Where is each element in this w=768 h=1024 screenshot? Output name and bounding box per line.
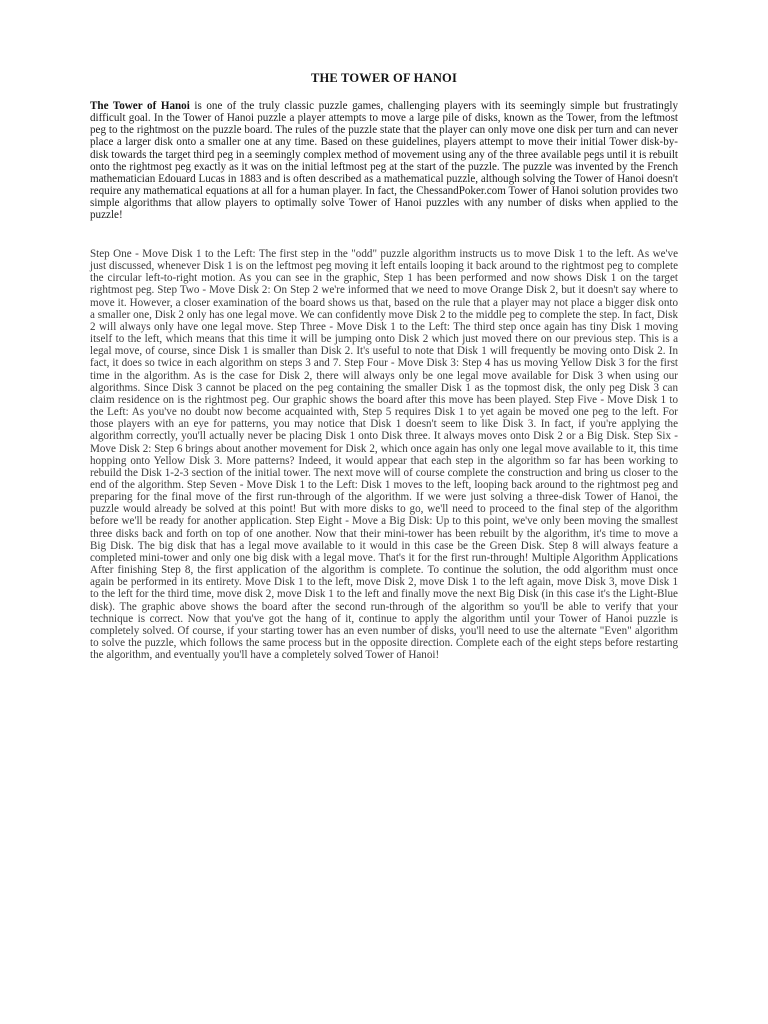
steps-paragraph: Step One - Move Disk 1 to the Left: The first step in the "odd" puzzle algorithm instructs us to move Disk 1 to the left. As we've just discussed, whenever Disk 1 is on the leftmost peg moving it left entails looping it back around to the rightmost peg to complete the circular left-to-right motion. As you can see in the graphic, Step 1 has been performed and now shows Disk 1 on the target rightmost peg. Step Two - Move Disk 2: On Step 2 we're informed that we need to move Orange Disk 2, but it doesn't say where to move it. However, a closer examination of the board shows us that, based on the rule that a player may not place a bigger disk onto a smaller one, Disk 2 only has one legal move. We can confidently move Disk 2 to the middle peg to complete the step. In fact, Disk 2 will always only have one legal move. Step Three - Move Disk 1 to the Left: The third step once again has tiny Disk 1 moving itself to the left, which means that this time it will be jumping onto Disk 2 which just moved there on our previous step. This is a legal move, of course, since Disk 1 is smaller than Disk 2. It's useful to note that Disk 1 will frequently be moving onto Disk 2. In fact, it does so twice in each algorithm on steps 3 and 7. Step Four - Move Disk 3: Step 4 has us moving Yellow Disk 3 for the first time in the algorithm. As is the case for Disk 2, there will always only be one legal move available for Disk 3 when using our algorithms. Since Disk 3 cannot be placed on the peg containing the smaller Disk 1 as the topmost disk, the only peg Disk 3 can claim residence on is the rightmost peg. Our graphic shows the board after this move has been played. Step Five - Move Disk 1 to the Left: As you've no doubt now become acquainted with, Step 5 requires Disk 1 to yet again be moved one peg to the left. For those players with an eye for patterns, you may notice that Disk 1 doesn't seem to like Disk 3. In fact, if you're applying the algorithm correctly, you'll actually never be placing Disk 1 onto Disk three. It always moves onto Disk 2 or a Big Disk. Step Six - Move Disk 2: Step 6 brings about another movement for Disk 2, which once again has only one legal move available to it, this time hopping onto Yellow Disk 3. More patterns? Indeed, it would appear that each step in the algorithm so far has been working to rebuild the Disk 1-2-3 section of the initial tower. The next move will of course complete the construction and bring us closer to the end of the algorithm. Step Seven - Move Disk 1 to the Left: Disk 1 moves to the left, looping back around to the rightmost peg and preparing for the final move of the first run-through of the algorithm. If we were just solving a three-disk Tower of Hanoi, the puzzle would already be solved at this point! But with more disks to go, we'll need to proceed to the final step of the algorithm before we'll be ready for another application. Step Eight - Move a Big Disk: Up to this point, we've only been moving the smallest three disks back and forth on top of one another. Now that their mini-tower has been rebuilt by the algorithm, it's time to move a Big Disk. The big disk that has a legal move available to it would in this case be the Green Disk. Step 8 will always feature a completed mini-tower and only one big disk with a legal move. That's it for the first run-through! Multiple Algorithm Applications After finishing Step 8, the first application of the algorithm is complete. To continue the solution, the odd algorithm must once again be performed in its entirety. Move Disk 1 to the left, move Disk 2, move Disk 1 to the left again, move Disk 3, move Disk 1 to the left for the third time, move disk 2, move Disk 1 to the left and finally move the next Big Disk (in this case it's the Light-Blue disk). The graphic above shows the board after the second run-through of the algorithm so you'll be able to verify that your technique is correct. Now that you've got the hang of it, continue to apply the algorithm until your Tower of Hanoi puzzle is completely solved. Of course, if your starting tower has an even number of disks, you'll need to use the alternate "Even" algorithm to solve the puzzle, which follows the same process but in the opposite direction. Complete each of the eight steps before restarting the algorithm, and eventually you'll have a completely solved Tower of Hanoi! xyxy=(90,248,678,662)
intro-paragraph xyxy=(90,100,678,222)
document-title: THE TOWER OF HANOI xyxy=(310,71,458,85)
intro-body-text: is one of the truly classic puzzle games, challenging players with its seemingly simple but frustratingly difficult goal. In the Tower of Hanoi puzzle a player attempts to move a large pile of disks, known as the Tower, from the leftmost peg to the rightmost on the puzzle board. The rules of the puzzle state that the player can only move one disk per turn and can never place a larger disk onto a smaller one at any time. Based on these guidelines, players attempt to move their initial Tower disk-by-disk towards the target third peg in a seemingly complex method of movement using any of the three available pegs until it is rebuilt onto the rightmost peg exactly as it was on the initial leftmost peg at the start of the puzzle. The puzzle was invented by the French mathematician Edouard Lucas in 1883 and is often described as a mathematical puzzle, although solving the Tower of Hanoi doesn't require any mathematical equations at all for a human player. In fact, the ChessandPoker.com Tower of Hanoi solution provides two simple algorithms that allow players to optimally solve Tower of Hanoi puzzles with any number of disks when applied to the puzzle! xyxy=(90,100,678,222)
intro-lead-term: The Tower of Hanoi xyxy=(90,100,190,112)
